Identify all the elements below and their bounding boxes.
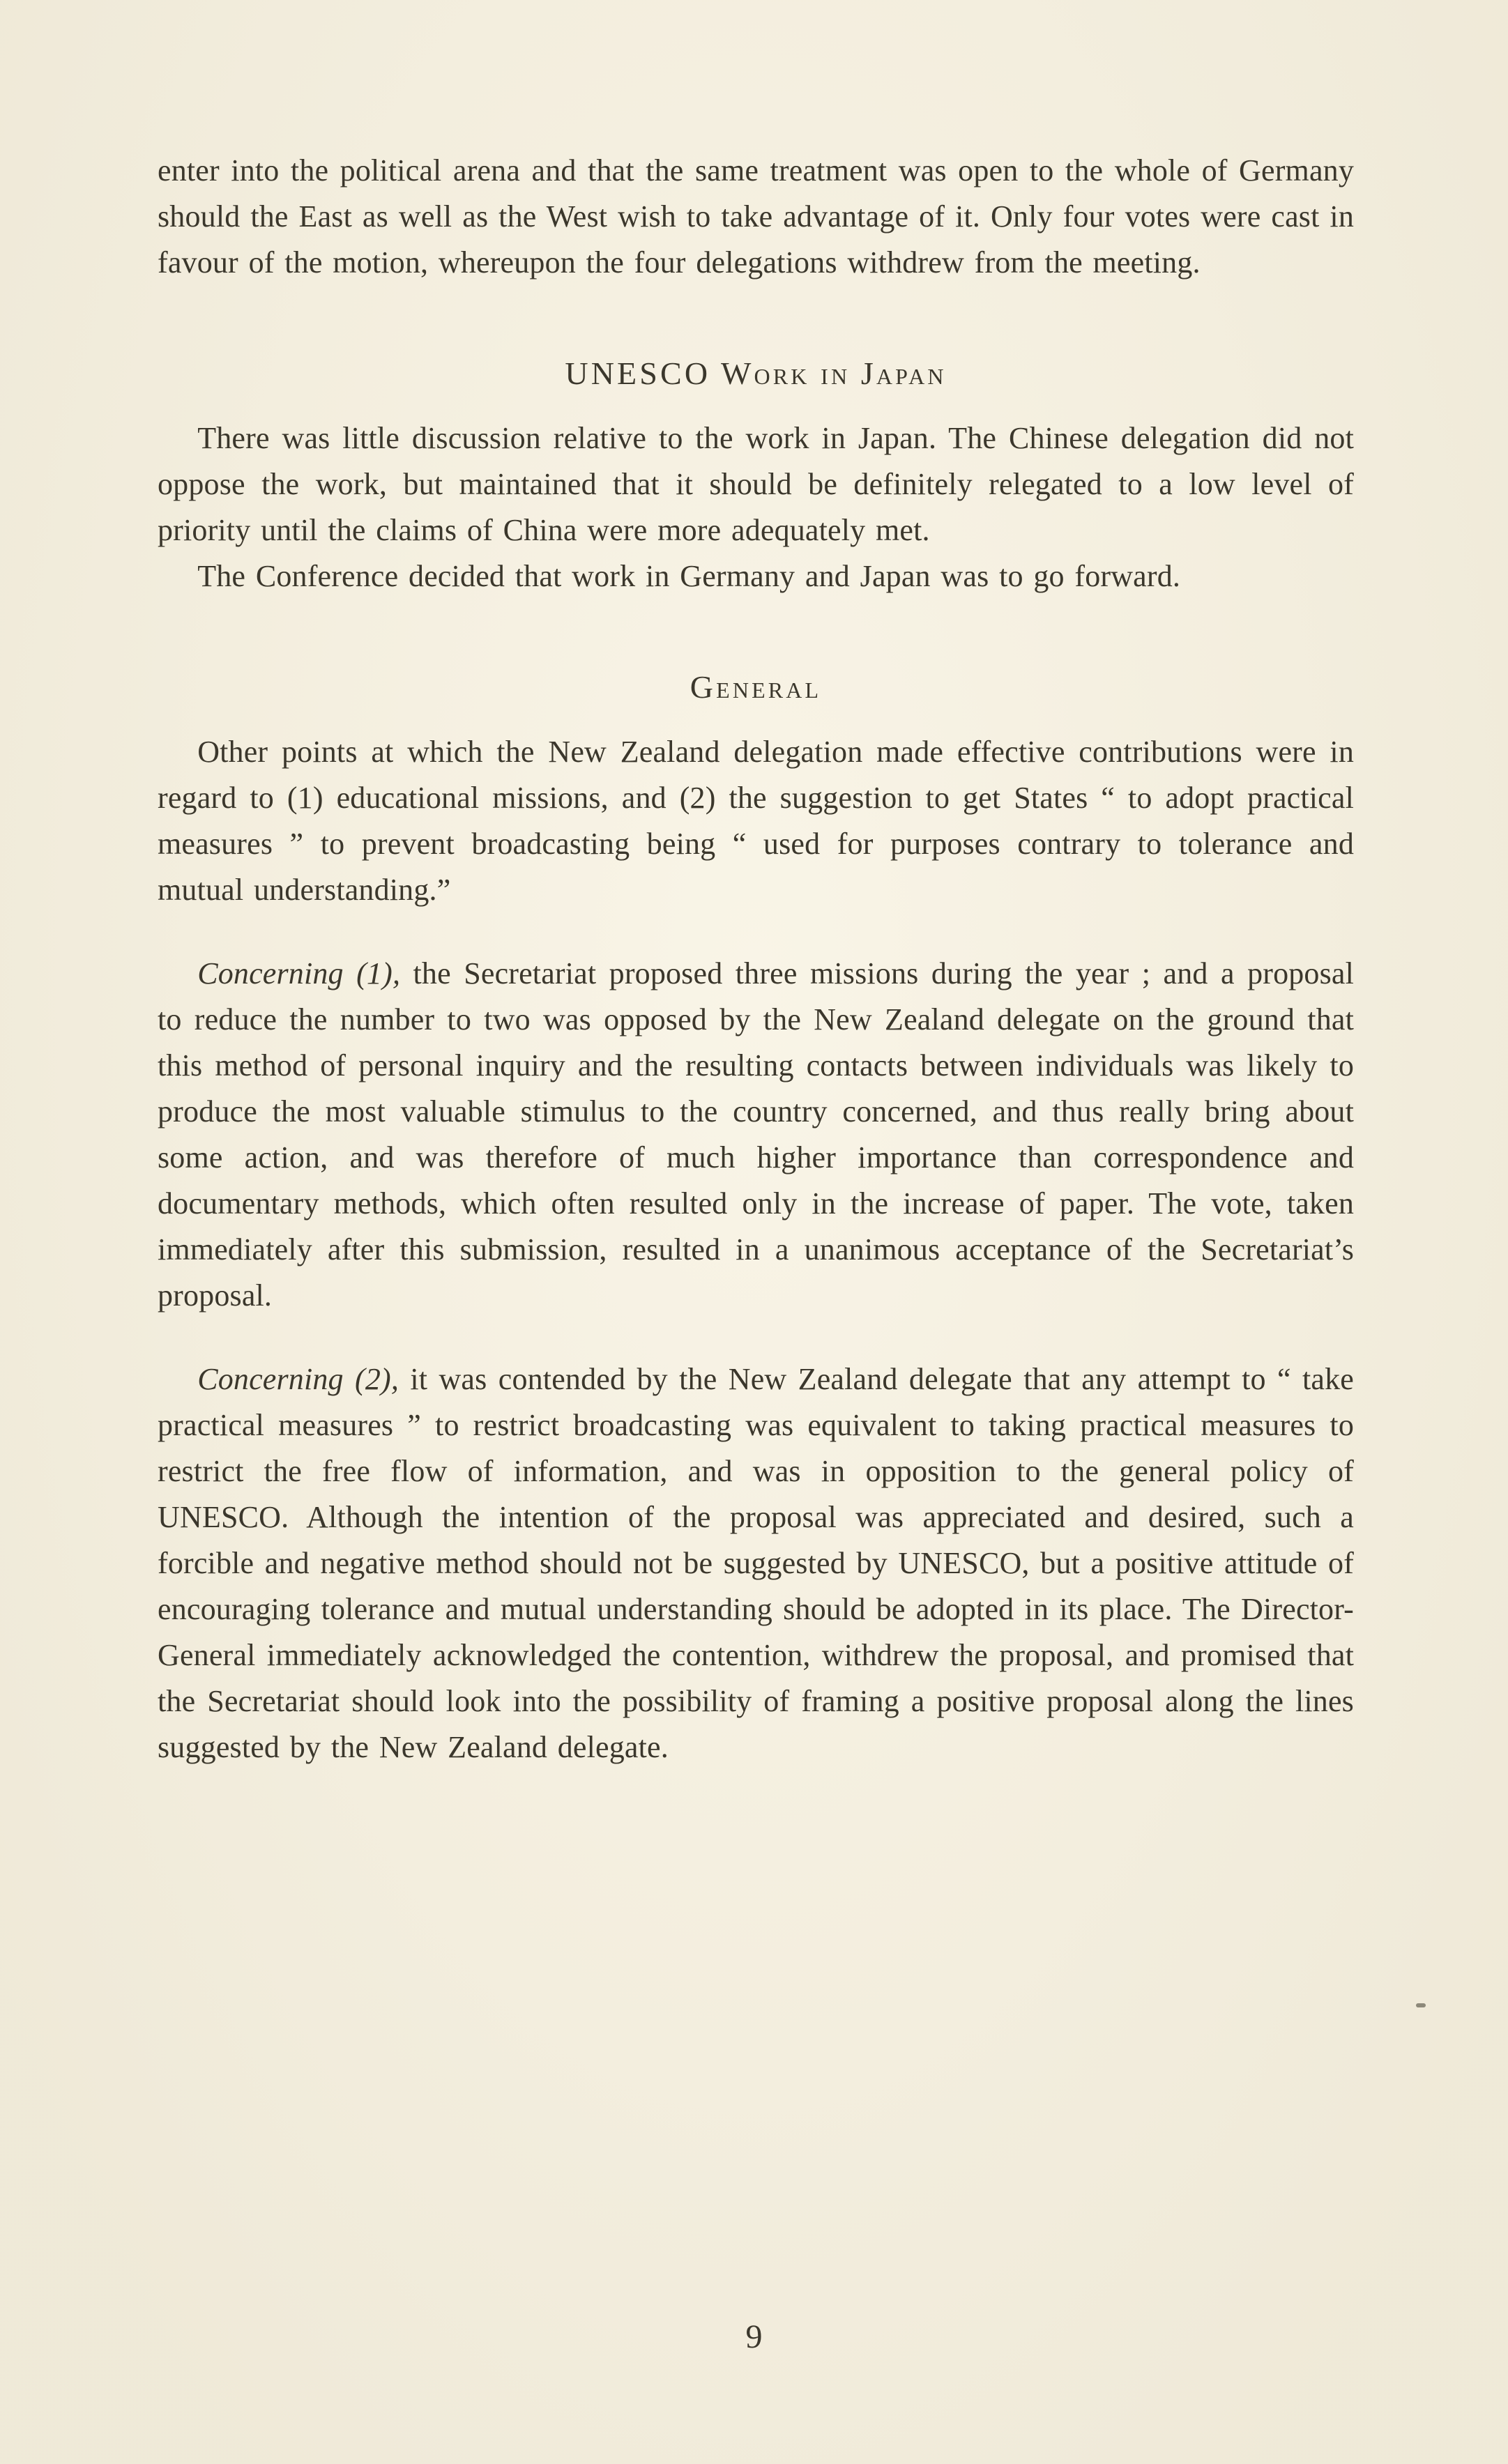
paragraph-conference-decision: The Conference decided that work in Germany and Japan was to go forward. <box>197 559 1181 593</box>
concerning-2-lead: Concerning (2), <box>197 1362 399 1396</box>
paragraph-continuation: enter into the political arena and that the same treatment was open to the whole of Germany should the East as well as the West wish to take advantage of it. Only four votes were cast in favour of the motion, whereupon the four delegations withdrew from the meeting. <box>158 153 1354 280</box>
page-number: 9 <box>745 2318 763 2355</box>
concerning-1-lead: Concerning (1), <box>197 956 401 990</box>
concerning-1-body: the Secretariat proposed three missions during the year ; and a proposal to reduce the number to two was opposed by the New Zealand delegate on the ground that this method of personal inquiry and the resulting contacts between individuals was likely to produce the most valuable stimulus to the country concerned, and thus really bring about some action, and was therefore of much higher importance than correspondence and documentary methods, which often resulted only in the increase of paper. The vote, taken immediately after this submission, resulted in a unanimous acceptance of the Secretariat’s proposal. <box>158 956 1355 1313</box>
page-text-block <box>158 148 1354 1770</box>
section-heading-unesco-work-in-japan: UNESCO Work in Japan <box>565 355 947 391</box>
scan-artifact <box>1416 2003 1426 2007</box>
paragraph-concerning-1 <box>158 951 1354 1319</box>
paragraph-concerning-2 <box>158 1356 1354 1770</box>
section-heading-general: General <box>690 669 822 705</box>
concerning-2-body: it was contended by the New Zealand delegate that any attempt to “ take practical measures ” to restrict broadcasting was equivalent to taking practical measures to restrict the free flow of information, and was in opposition to the general policy of UNESCO. Although the intention of the proposal was appreciated and desired, such a forcible and negative method should not be suggested by UNESCO, but a positive attitude of encouraging tolerance and mutual understanding should be adopted in its place. The Director-General immediately acknowledged the contention, withdrew the proposal, and promised that the Secretariat should look into the possibility of framing a positive proposal along the lines suggested by the New Zealand delegate. <box>158 1362 1354 1764</box>
paragraph-general-contributions: Other points at which the New Zealand delegation made effective contributions were in regard to (1) educational missions, and (2) the suggestion to get States “ to adopt practical measures ” to prevent broadcasting being “ used for purposes contrary to tolerance and mutual understanding.” <box>158 735 1354 907</box>
paragraph-japan-discussion: There was little discussion relative to the work in Japan. The Chinese delegation did not oppose the work, but maintained that it should be definitely relegated to a low level of priority until the claims of China were more adequately met. <box>158 421 1354 547</box>
